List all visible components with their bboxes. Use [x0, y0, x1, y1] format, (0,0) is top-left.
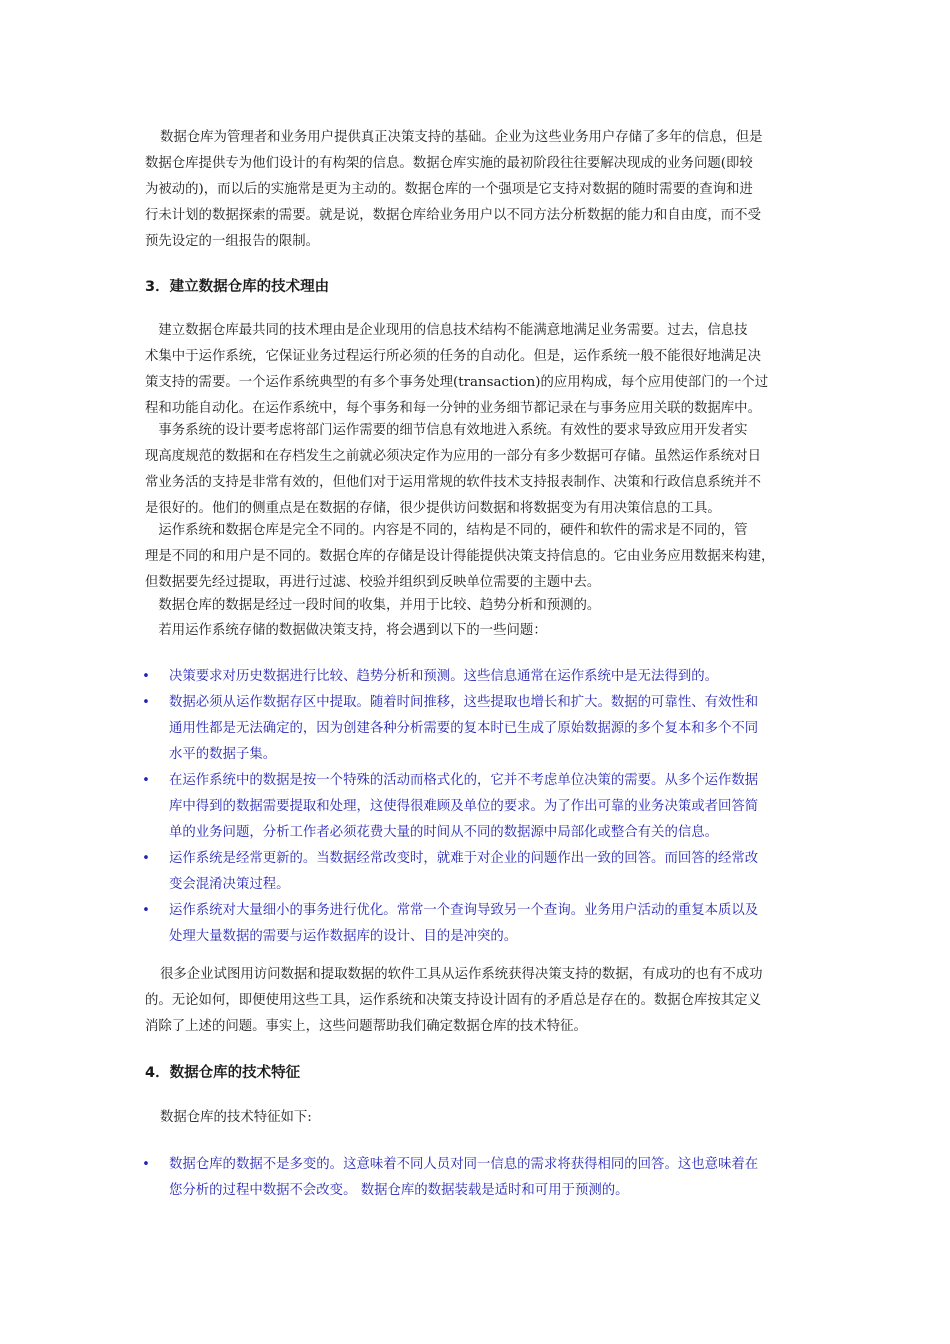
- list-item: [140, 1152, 820, 1204]
- section-3-paragraph-5: [145, 618, 813, 644]
- text-line: 水平的数据子集。: [169, 747, 277, 762]
- section-3-paragraph-3: [145, 518, 813, 596]
- text-line: 消除了上述的问题。事实上，这些问题帮助我们确定数据仓库的技术特征。: [145, 1019, 587, 1034]
- text-line: 数据仓库的技术特征如下:: [160, 1110, 312, 1125]
- text-line: 数据仓库的数据是经过一段时间的收集，并用于比较、趋势分析和预测的。: [145, 598, 601, 613]
- section-3-paragraph-4: [145, 593, 813, 619]
- list-item: [140, 690, 820, 768]
- section-4-heading: 4．数据仓库的技术特征: [145, 1065, 301, 1081]
- text-line: 是很好的。他们的侧重点是在数据的存储，很少提供访问数据和将数据变为有用决策信息的工具。: [145, 501, 721, 516]
- text-line: 行未计划的数据探索的需要。就是说，数据仓库给业务用户以不同方法分析数据的能力和自由度，而不受: [145, 208, 761, 223]
- text-line: 预先设定的一组报告的限制。: [145, 234, 320, 249]
- text-line: 术集中于运作系统，它保证业务过程运行所必须的任务的自动化。但是，运作系统一般不能很好地满足决: [145, 349, 761, 364]
- list-item: [140, 768, 820, 846]
- section-3-closing-paragraph: [145, 962, 813, 1040]
- text-line: 理是不同的和用户是不同的。数据仓库的存储是设计得能提供决策支持信息的。它由业务应用数据来构建，: [145, 549, 775, 564]
- list-item: [140, 846, 820, 898]
- text-line: 运作系统对大量细小的事务进行优化。常常一个查询导致另一个查询。业务用户活动的重复本质以及: [169, 903, 759, 918]
- text-line: 处理大量数据的需要与运作数据库的设计、目的是冲突的。: [169, 929, 518, 944]
- text-line: 策支持的需要。一个运作系统典型的有多个事务处理(transaction)的应用构成，每个应用使部门的一个过: [145, 375, 769, 390]
- text-line: 在运作系统中的数据是按一个特殊的活动而格式化的，它并不考虑单位决策的需要。从多个运作数据: [169, 773, 759, 788]
- text-line: 库中得到的数据需要提取和处理，这使得很难顾及单位的要求。为了作出可靠的业务决策或者回答简: [169, 799, 759, 814]
- section-3-paragraph-1: [145, 318, 813, 422]
- text-line: 通用性都是无法确定的，因为创建各种分析需要的复本时已生成了原始数据源的多个复本和多个不同: [169, 721, 759, 736]
- list-item: [140, 664, 820, 690]
- text-line: 事务系统的设计要考虑将部门运作需要的细节信息有效地进入系统。有效性的要求导致应用开发者实: [145, 423, 748, 438]
- section-3-heading: 3．建立数据仓库的技术理由: [145, 279, 330, 295]
- bullet-icon: •: [142, 1157, 150, 1172]
- text-line: 数据仓库为管理者和业务用户提供真正决策支持的基础。企业为这些业务用户存储了多年的信息，但是: [160, 130, 763, 145]
- bullet-icon: •: [142, 669, 150, 684]
- text-line: 现高度规范的数据和在存档发生之前就必须决定作为应用的一部分有多少数据可存储。虽然运作系统对日: [145, 449, 761, 464]
- list-item: [140, 898, 820, 950]
- text-line: 运作系统是经常更新的。当数据经常改变时，就难于对企业的问题作出一致的回答。而回答的经常改: [169, 851, 759, 866]
- text-line: 建立数据仓库最共同的技术理由是企业现用的信息技术结构不能满意地满足业务需要。过去，信息技: [145, 323, 748, 338]
- text-line: 运作系统和数据仓库是完全不同的。内容是不同的，结构是不同的，硬件和软件的需求是不同的，管: [145, 523, 748, 538]
- text-line: 为被动的)，而以后的实施常是更为主动的。数据仓库的一个强项是它支持对数据的随时需要的查询和进: [145, 182, 753, 197]
- section-4-intro: [145, 1105, 813, 1131]
- text-line: 常业务活的支持是非常有效的，但他们对于运用常规的软件技术支持报表制作、决策和行政信息系统并不: [145, 475, 761, 490]
- text-line: 程和功能自动化。在运作系统中，每个事务和每一分钟的业务细节都记录在与事务应用关联的数据库中。: [145, 401, 761, 416]
- section-4-feature-list: [140, 1152, 820, 1204]
- text-line: 但数据要先经过提取，再进行过滤、校验并组织到反映单位需要的主题中去。: [145, 575, 601, 590]
- bullet-icon: •: [142, 851, 150, 866]
- text-line: 数据必须从运作数据存区中提取。随着时间推移，这些提取也增长和扩大。数据的可靠性、有效性和: [169, 695, 759, 710]
- text-line: 数据仓库提供专为他们设计的有构架的信息。数据仓库实施的最初阶段往往要解决现成的业务问题(即较: [145, 156, 753, 171]
- bullet-icon: •: [142, 695, 150, 710]
- text-line: 您分析的过程中数据不会改变。 数据仓库的数据装载是适时和可用于预测的。: [169, 1183, 629, 1198]
- text-line: 很多企业试图用访问数据和提取数据的软件工具从运作系统获得决策支持的数据，有成功的也有不成功: [160, 967, 763, 982]
- text-line: 若用运作系统存储的数据做决策支持，将会遇到以下的一些问题：: [145, 623, 547, 638]
- bullet-icon: •: [142, 903, 150, 918]
- text-line: 变会混淆决策过程。: [169, 877, 290, 892]
- intro-paragraph: [145, 125, 813, 255]
- section-3-problem-list: [140, 664, 820, 950]
- text-line: 的。无论如何，即便使用这些工具，运作系统和决策支持设计固有的矛盾总是存在的。数据仓库按其定义: [145, 993, 761, 1008]
- text-line: 决策要求对历史数据进行比较、趋势分析和预测。这些信息通常在运作系统中是无法得到的。: [169, 669, 719, 684]
- section-3-paragraph-2: [145, 418, 813, 522]
- text-line: 数据仓库的数据不是多变的。这意味着不同人员对同一信息的需求将获得相同的回答。这也意味着在: [169, 1157, 759, 1172]
- text-line: 单的业务问题，分析工作者必须花费大量的时间从不同的数据源中局部化或整合有关的信息。: [169, 825, 719, 840]
- bullet-icon: •: [142, 773, 150, 788]
